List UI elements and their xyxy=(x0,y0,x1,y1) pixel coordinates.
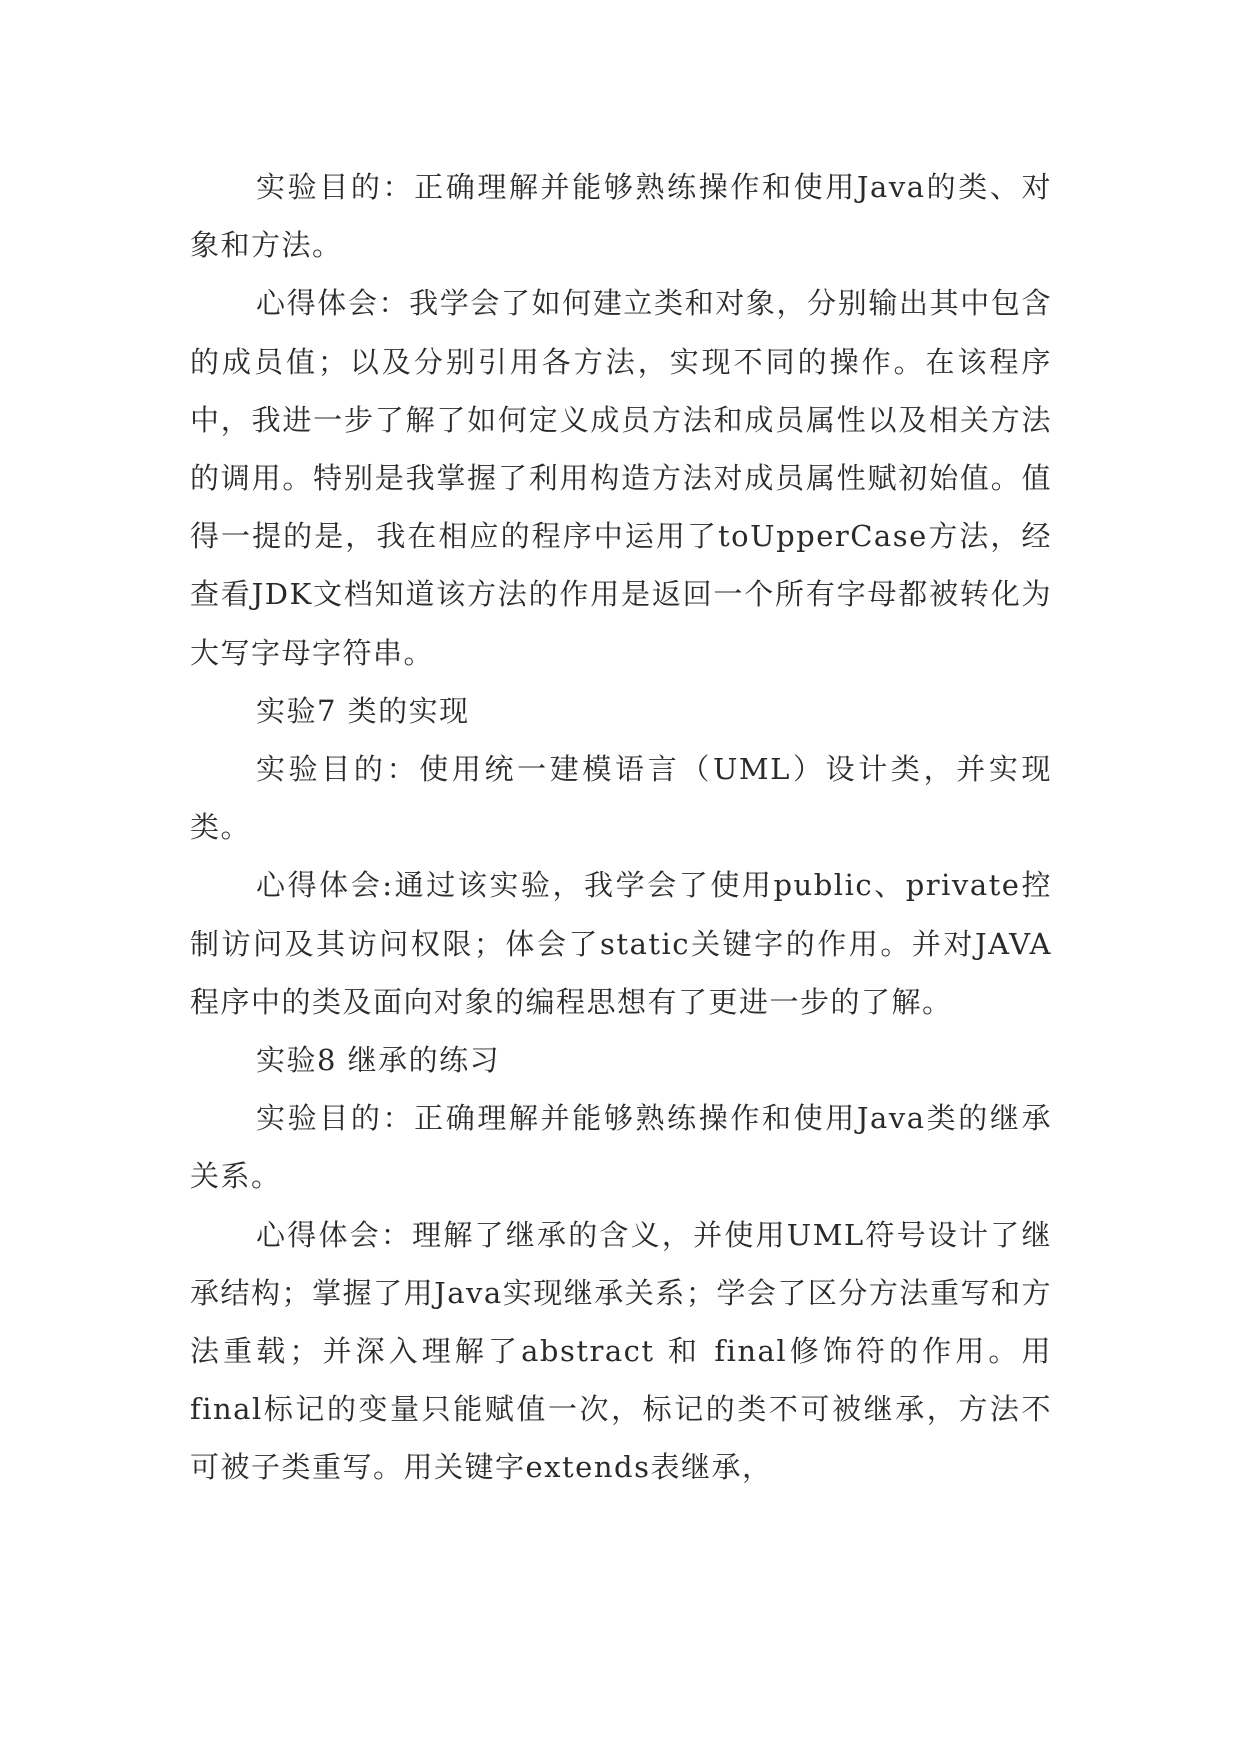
paragraph-purpose-uml: 实验目的：使用统一建模语言（UML）设计类，并实现类。 xyxy=(190,752,1052,845)
paragraph-reflection-inheritance: 心得体会：理解了继承的含义，并使用UML符号设计了继承结构；掌握了用Java实现继承关系；学会了区分方法重写和方法重载；并深入理解了abstract 和 final修饰符的作用。用final标记的变量只能赋值一次，标记的类不可被继承，方法不可被子类重写。用关键字extends表继承， xyxy=(190,1217,1052,1485)
heading-experiment-8: 实验8 继承的练习 xyxy=(256,1043,501,1078)
paragraph-reflection-access-control: 心得体会:通过该实验，我学会了使用public、private控制访问及其访问权限；体会了static关键字的作用。并对JAVA程序中的类及面向对象的编程思想有了更进一步的了解。 xyxy=(190,868,1052,1019)
paragraph-purpose-class-object: 实验目的：正确理解并能够熟练操作和使用Java的类、对象和方法。 xyxy=(190,170,1052,263)
heading-experiment-7: 实验7 类的实现 xyxy=(256,693,470,728)
paragraph-purpose-inheritance: 实验目的：正确理解并能够熟练操作和使用Java类的继承关系。 xyxy=(190,1101,1052,1194)
paragraph-reflection-class-object: 心得体会：我学会了如何建立类和对象，分别输出其中包含的成员值；以及分别引用各方法，实现不同的操作。在该程序中，我进一步了解了如何定义成员方法和成员属性以及相关方法的调用。特别是我掌握了利用构造方法对成员属性赋初始值。值得一提的是，我在相应的程序中运用了toUpperCase方法，经查看JDK文档知道该方法的作用是返回一个所有字母都被转化为大写字母字符串。 xyxy=(190,286,1052,670)
document-body xyxy=(190,158,1052,1497)
